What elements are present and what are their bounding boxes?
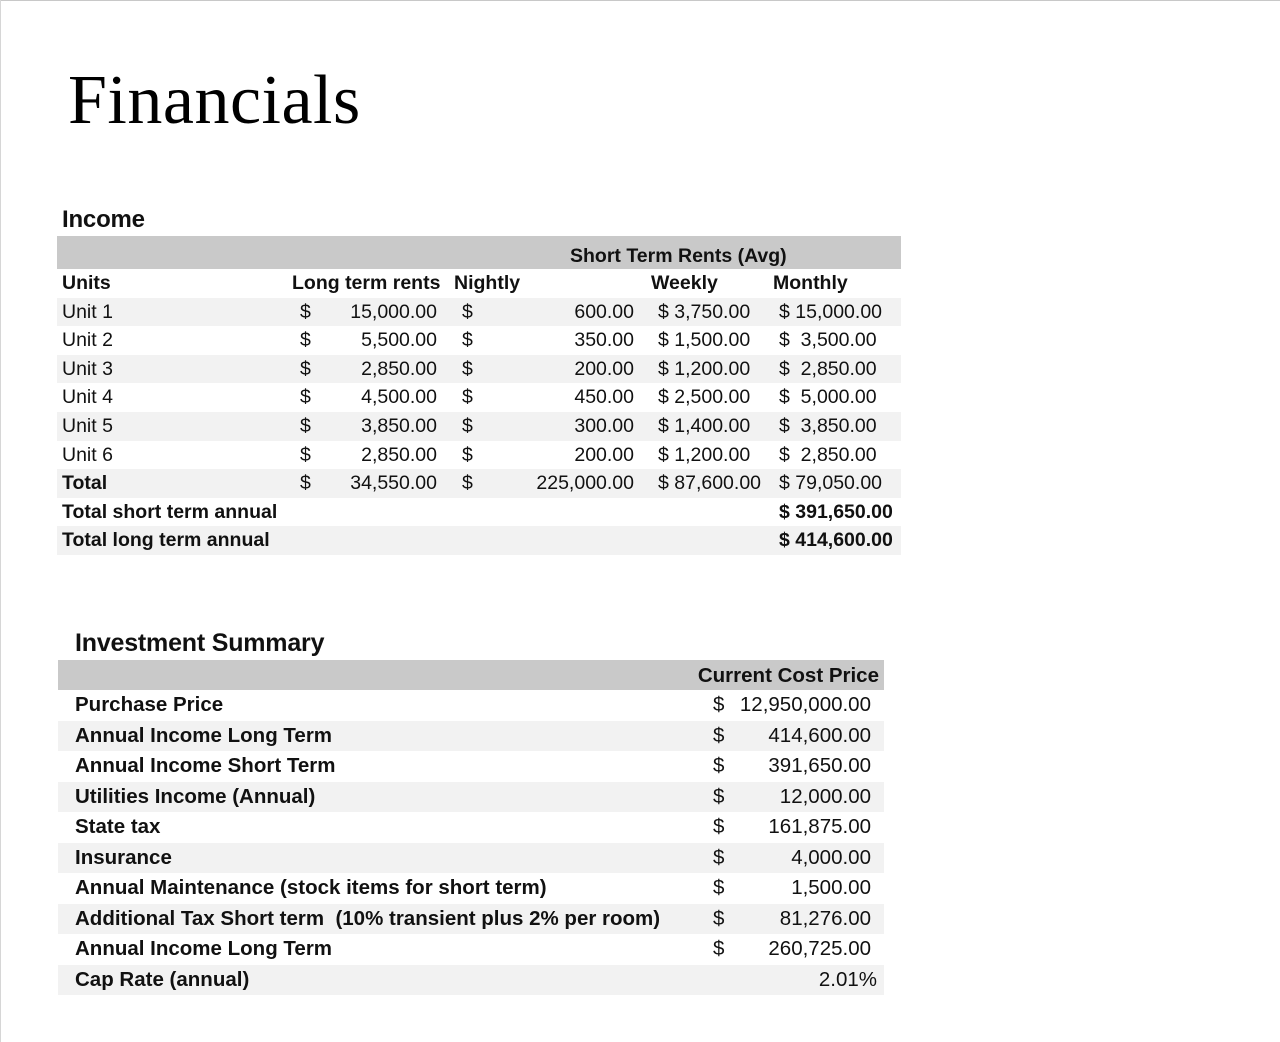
nightly-rate-value: 450.00 [574,386,634,409]
income-row [57,326,901,355]
income-row [57,383,901,412]
investment-row-label: Additional Tax Short term (10% transient plus 2% per room) [75,906,661,930]
weekly-rate-value: $ 1,200.00 [658,357,751,380]
weekly-rate-value: $ 3,750.00 [658,300,751,323]
weekly-column-header: Weekly [651,272,718,294]
currency-symbol: $ [462,300,473,323]
investment-row [58,843,884,874]
total-long-term-annual-row [57,526,901,555]
total-weekly-value: $ 87,600.00 [658,472,762,495]
monthly-rate-value: $ 5,000.00 [779,386,877,409]
investment-row-label: Utilities Income (Annual) [75,784,316,808]
currency-symbol: $ [462,357,473,380]
investment-row [58,751,884,782]
investment-row [58,721,884,752]
currency-symbol: $ [713,906,725,930]
long-term-rent-value: 5,500.00 [361,329,437,352]
total-label: Total [62,472,108,495]
unit-label: Unit 4 [62,386,113,409]
investment-row-value: 391,650.00 [768,754,871,777]
currency-symbol: $ [462,386,473,409]
currency-symbol: $ [713,815,725,838]
long-term-rents-column-header: Long term rents [292,272,441,294]
weekly-rate-value: $ 1,200.00 [658,443,751,466]
income-table [57,236,901,555]
unit-label: Unit 3 [62,357,113,380]
total-short-term-annual-label: Total short term annual [62,500,278,523]
units-column-header: Units [62,272,111,294]
investment-row-value: 12,950,000.00 [739,693,871,716]
investment-row-label: Insurance [75,845,172,869]
investment-row-label: Annual Income Short Term [75,754,336,777]
currency-symbol: $ [713,876,725,899]
currency-symbol: $ [462,472,473,495]
investment-summary-heading: Investment Summary [75,629,325,657]
investment-row-label: Annual Maintenance (stock items for short term) [75,876,547,899]
cap-rate-row [58,965,884,996]
current-cost-price-header: Current Cost Price [697,664,879,687]
investment-row-label: Annual Income Long Term [75,723,333,747]
monthly-rate-value: $ 2,850.00 [779,443,877,466]
investment-row-value: 4,000.00 [791,845,871,869]
currency-symbol: $ [300,443,311,466]
currency-symbol: $ [300,329,311,352]
currency-symbol: $ [462,443,473,466]
long-term-rent-value: 15,000.00 [350,300,437,323]
income-group-header-row [57,236,901,269]
weekly-rate-value: $ 1,400.00 [658,414,751,437]
long-term-rent-value: 3,850.00 [361,414,437,437]
total-monthly-value: $ 79,050.00 [779,472,883,495]
investment-header-row [58,660,884,690]
investment-row [58,934,884,965]
unit-label: Unit 6 [62,443,113,466]
total-long-term-annual-value: $ 414,600.00 [779,529,893,552]
monthly-rate-value: $ 2,850.00 [779,357,877,380]
long-term-rent-value: 2,850.00 [361,443,437,466]
investment-summary-table [58,660,884,995]
investment-row-value: 161,875.00 [768,815,871,838]
currency-symbol: $ [300,472,311,495]
total-long-term-value: 34,550.00 [350,472,437,495]
page-border-top [0,0,1280,1]
total-short-term-annual-row [57,498,901,527]
income-total-row [57,469,901,498]
weekly-rate-value: $ 2,500.00 [658,386,751,409]
monthly-rate-value: $ 3,500.00 [779,329,877,352]
nightly-rate-value: 350.00 [574,329,634,352]
investment-row [58,690,884,721]
unit-label: Unit 2 [62,329,113,352]
investment-row-label: Purchase Price [75,693,224,716]
short-term-rents-header: Short Term Rents (Avg) [570,245,787,267]
monthly-column-header: Monthly [773,272,848,294]
income-row [57,298,901,327]
currency-symbol: $ [300,357,311,380]
page-title: Financials [68,62,361,139]
currency-symbol: $ [300,414,311,437]
total-nightly-value: 225,000.00 [536,472,634,495]
currency-symbol: $ [300,300,311,323]
income-column-header-row [57,269,901,298]
cap-rate-value: 2.01% [818,967,877,991]
currency-symbol: $ [713,723,725,747]
currency-symbol: $ [300,386,311,409]
total-long-term-annual-label: Total long term annual [62,529,270,552]
investment-row-value: 1,500.00 [791,876,871,899]
investment-row [58,782,884,813]
income-row [57,441,901,470]
investment-row-value: 414,600.00 [768,723,871,747]
long-term-rent-value: 2,850.00 [361,357,437,380]
currency-symbol: $ [713,754,725,777]
weekly-rate-value: $ 1,500.00 [658,329,751,352]
investment-row-value: 260,725.00 [768,937,871,960]
investment-row [58,812,884,843]
currency-symbol: $ [713,937,725,960]
investment-row-value: 81,276.00 [779,906,871,930]
nightly-column-header: Nightly [454,272,521,294]
income-heading: Income [62,206,145,233]
income-row [57,412,901,441]
long-term-rent-value: 4,500.00 [361,386,437,409]
investment-row-label: Annual Income Long Term [75,937,333,960]
nightly-rate-value: 600.00 [574,300,634,323]
investment-row-label: State tax [75,815,161,838]
nightly-rate-value: 200.00 [574,443,634,466]
currency-symbol: $ [713,845,725,869]
nightly-rate-value: 200.00 [574,357,634,380]
unit-label: Unit 1 [62,300,113,323]
monthly-rate-value: $ 15,000.00 [779,300,883,323]
investment-row [58,904,884,935]
investment-row-value: 12,000.00 [779,784,871,808]
nightly-rate-value: 300.00 [574,414,634,437]
monthly-rate-value: $ 3,850.00 [779,414,877,437]
total-short-term-annual-value: $ 391,650.00 [779,500,893,523]
income-row [57,355,901,384]
currency-symbol: $ [713,693,725,716]
unit-label: Unit 5 [62,414,113,437]
page-border-left [0,0,1,1042]
currency-symbol: $ [462,329,473,352]
cap-rate-label: Cap Rate (annual) [75,967,250,991]
currency-symbol: $ [462,414,473,437]
currency-symbol: $ [713,784,725,808]
investment-row [58,873,884,904]
